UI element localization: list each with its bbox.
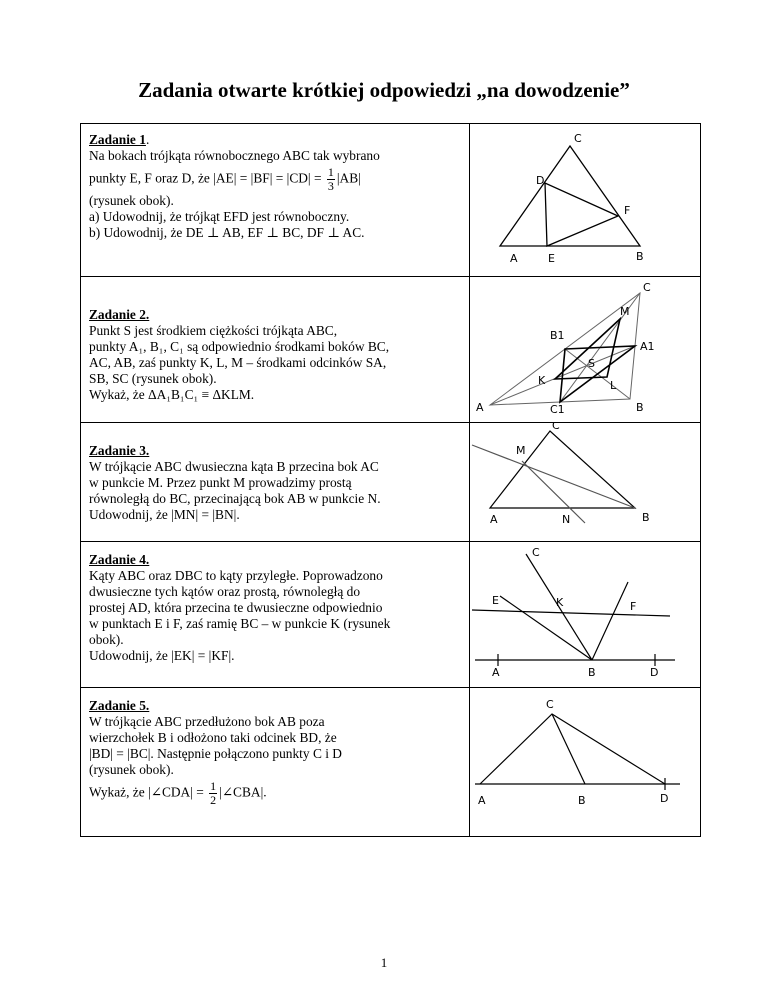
task-row bbox=[81, 423, 701, 542]
fig5-label-D: D bbox=[660, 792, 669, 805]
fig2-label-B: B bbox=[636, 401, 644, 414]
task-3-figure bbox=[470, 423, 701, 542]
task-row bbox=[81, 542, 701, 688]
task-3-text bbox=[81, 423, 470, 542]
task-2-line2: punkty A₁, B₁, C₁ są odpowiednio środkami boków BC, bbox=[89, 339, 390, 354]
fig2-label-L: L bbox=[610, 379, 617, 392]
tasks-table bbox=[80, 123, 701, 837]
task-5-figure bbox=[470, 688, 701, 837]
task-4-header: Zadanie 4. bbox=[89, 552, 150, 567]
task-row bbox=[81, 124, 701, 277]
task-2-line3: AC, AB, zaś punkty K, L, M – środkami odcinków SA, bbox=[89, 355, 387, 370]
task-2-text bbox=[81, 277, 470, 423]
fig4-label-E: E bbox=[492, 594, 499, 607]
task-2-line5: Wykaż, że ΔA₁B₁C₁ ≡ ΔKLM. bbox=[89, 387, 255, 402]
task-1-line2: punkty E, F oraz D, że |AE| = |BF| = |CD| = bbox=[89, 170, 325, 186]
fig3-label-C: C bbox=[552, 423, 560, 432]
fig4-label-D: D bbox=[650, 666, 659, 679]
task-3-line2: w punkcie M. Przez punkt M prowadzimy prostą bbox=[89, 475, 352, 490]
figure-equilateral-triangle bbox=[470, 124, 700, 268]
fig1-label-B: B bbox=[636, 250, 644, 263]
task-5-line1: W trójkącie ABC przedłużono bok AB poza bbox=[89, 714, 325, 729]
fig2-label-M: M bbox=[620, 305, 630, 318]
task-1-header: Zadanie 1 bbox=[89, 132, 146, 147]
fig2-label-C: C bbox=[643, 281, 651, 294]
page-number: 1 bbox=[380, 955, 388, 970]
fig3-label-N: N bbox=[562, 513, 571, 526]
task-3-line1: W trójkącie ABC dwusieczna kąta B przecina bok AC bbox=[89, 459, 379, 474]
fig2-label-C1: C1 bbox=[550, 403, 565, 414]
task-1-figure bbox=[470, 124, 701, 277]
fraction-one-half bbox=[209, 780, 217, 807]
task-5-line5: Wykaż, że |∠CDA| = bbox=[89, 784, 208, 800]
task-2-line4: SB, SC (rysunek obok). bbox=[89, 371, 217, 386]
task-4-line3: prostej AD, która przecina te dwusieczne odpowiednio bbox=[89, 600, 383, 615]
fig2-label-A1: A1 bbox=[640, 340, 655, 353]
task-4-line6: Udowodnij, że |EK| = |KF|. bbox=[89, 648, 235, 663]
task-row bbox=[81, 688, 701, 837]
task-row bbox=[81, 277, 701, 423]
fig1-label-C: C bbox=[574, 132, 582, 145]
task-1-line1: Na bokach trójkąta równobocznego ABC tak wybrano bbox=[89, 148, 380, 163]
figure-bisector-triangle bbox=[470, 423, 700, 533]
fig2-label-A: A bbox=[476, 401, 484, 414]
task-5-line3: |BD| = |BC|. Następnie połączono punkty C i D bbox=[89, 746, 342, 761]
task-5-line5-end: |∠CBA|. bbox=[219, 784, 267, 800]
frac-den: 2 bbox=[210, 793, 217, 807]
task-2-figure bbox=[470, 277, 701, 423]
frac-num: 1 bbox=[210, 779, 217, 793]
task-4-line4: w punktach E i F, zaś ramię BC – w punkcie K (rysunek bbox=[89, 616, 391, 631]
figure-centroid-triangle bbox=[470, 277, 700, 414]
task-4-line2: dwusieczne tych kątów oraz prostą, równoległą do bbox=[89, 584, 361, 599]
task-4-line5: obok). bbox=[89, 632, 124, 647]
fig1-label-E: E bbox=[548, 252, 555, 265]
fig4-label-B: B bbox=[588, 666, 596, 679]
fig3-label-B: B bbox=[642, 511, 650, 524]
task-1-line2-end: |AB| bbox=[336, 170, 361, 186]
task-5-line4: (rysunek obok). bbox=[89, 762, 174, 777]
fig1-label-A: A bbox=[510, 252, 518, 265]
task-3-line3: równoległą do BC, przecinającą bok AB w punkcie N. bbox=[89, 491, 381, 506]
page-title: Zadania otwarte krótkiej odpowiedzi „na dowodzenie” bbox=[138, 78, 630, 102]
figure-adjacent-angles bbox=[470, 542, 700, 679]
task-4-line1: Kąty ABC oraz DBC to kąty przyległe. Poprowadzono bbox=[89, 568, 383, 583]
task-4-text bbox=[81, 542, 470, 688]
fig5-label-B: B bbox=[578, 794, 586, 807]
task-1-line3: (rysunek obok). bbox=[89, 193, 174, 208]
fraction-one-third bbox=[327, 166, 335, 193]
task-1-line5: b) Udowodnij, że DE ⊥ AB, EF ⊥ BC, DF ⊥ AC. bbox=[89, 225, 365, 240]
task-2-line1: Punkt S jest środkiem ciężkości trójkąta ABC, bbox=[89, 323, 338, 338]
fig2-label-B1: B1 bbox=[550, 329, 565, 342]
fig1-label-F: F bbox=[624, 204, 631, 217]
task-5-text bbox=[81, 688, 470, 837]
frac-den: 3 bbox=[327, 179, 334, 193]
task-3-header: Zadanie 3. bbox=[89, 443, 150, 458]
fig4-label-K: K bbox=[556, 596, 564, 609]
task-5-header: Zadanie 5. bbox=[89, 698, 150, 713]
frac-num: 1 bbox=[327, 165, 334, 179]
fig3-label-A: A bbox=[490, 513, 498, 526]
task-1-header-suffix: . bbox=[145, 132, 150, 147]
fig2-label-K: K bbox=[538, 374, 546, 387]
fig4-label-C: C bbox=[532, 546, 540, 559]
fig4-label-A: A bbox=[492, 666, 500, 679]
task-1-text bbox=[81, 124, 470, 277]
fig5-label-A: A bbox=[478, 794, 486, 807]
task-4-figure bbox=[470, 542, 701, 688]
task-1-line4: a) Udowodnij, że trójkąt EFD jest równoboczny. bbox=[89, 209, 350, 224]
task-3-line4: Udowodnij, że |MN| = |BN|. bbox=[89, 507, 240, 522]
fig3-label-M: M bbox=[516, 444, 526, 457]
fig2-label-S: S bbox=[588, 357, 595, 370]
fig4-label-F: F bbox=[630, 600, 637, 613]
fig1-label-D: D bbox=[536, 174, 545, 187]
task-2-header: Zadanie 2. bbox=[89, 307, 150, 322]
task-5-line2: wierzchołek B i odłożono taki odcinek BD, że bbox=[89, 730, 337, 745]
fig5-label-C: C bbox=[546, 698, 554, 711]
figure-extended-side bbox=[470, 688, 700, 828]
